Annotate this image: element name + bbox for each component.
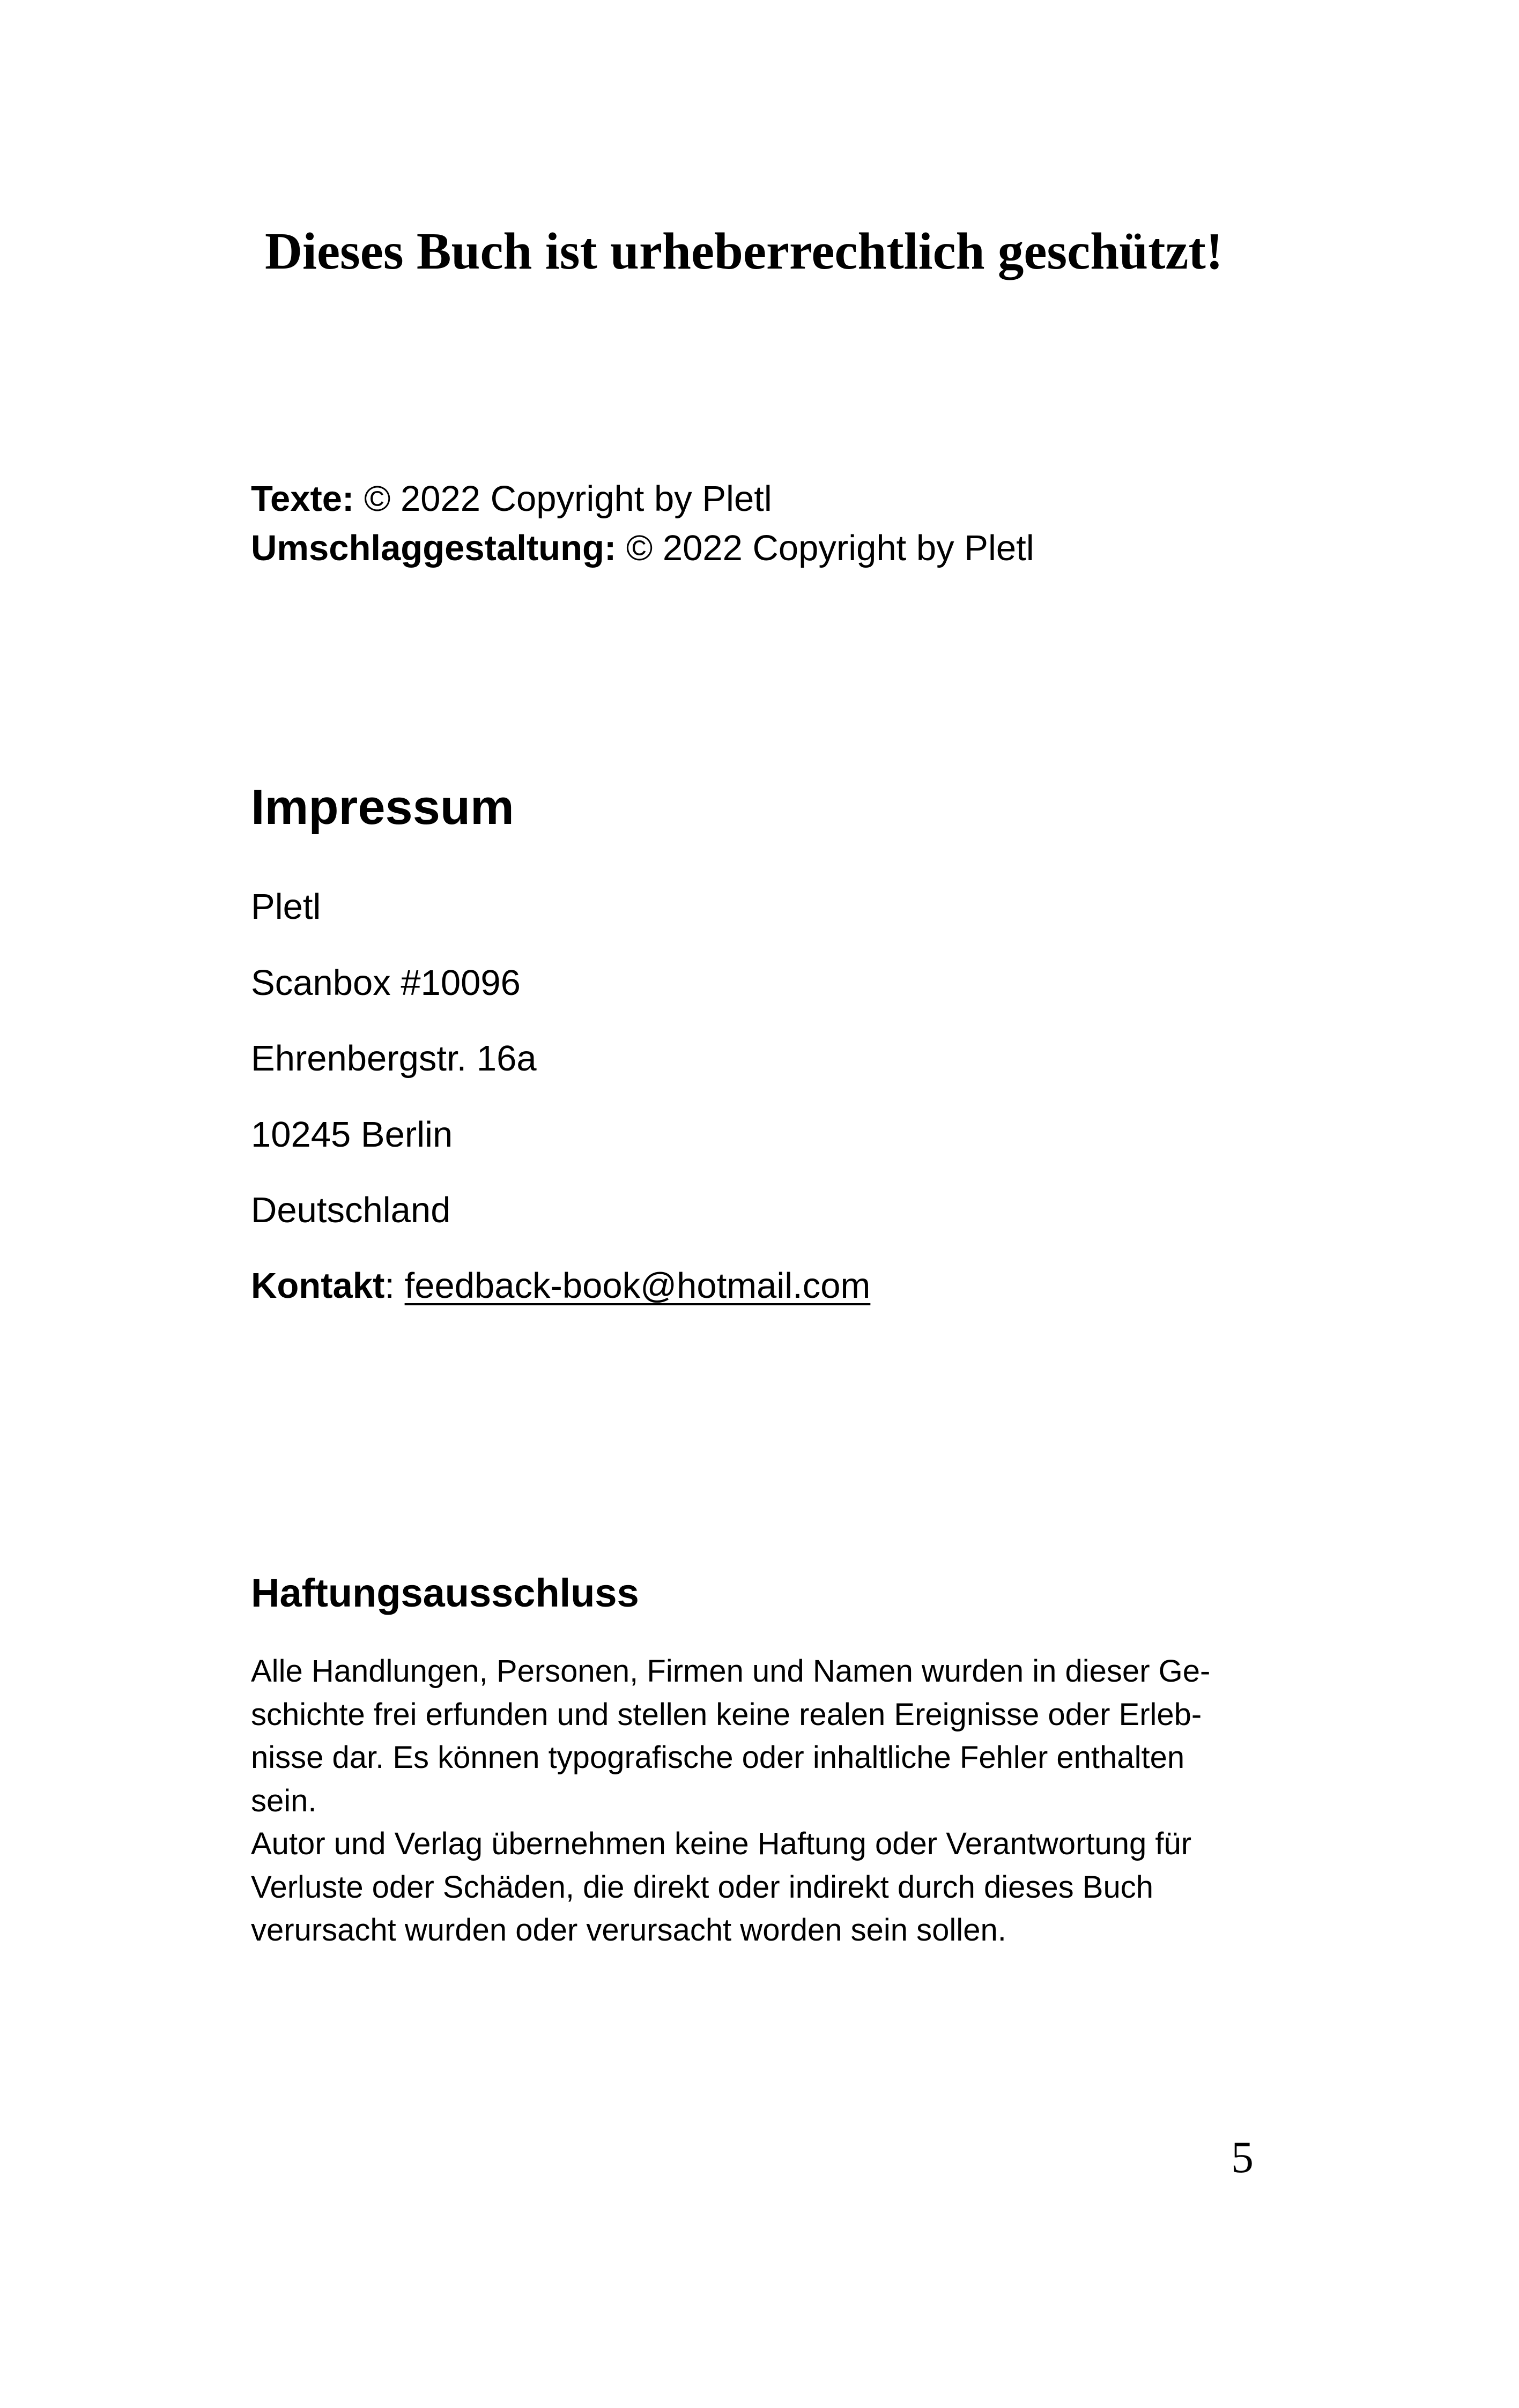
publisher-street: Ehrenbergstr. 16a: [251, 1038, 537, 1079]
contact-label: Kontakt: [251, 1266, 385, 1306]
copyright-notice-title: Dieses Buch ist urheberrechtlich geschützt!: [265, 222, 1224, 280]
publisher-scanbox: Scanbox #10096: [251, 963, 521, 1003]
cover-value: © 2022 Copyright by Pletl: [616, 528, 1034, 568]
impressum-heading: Impressum: [251, 780, 514, 835]
disclaimer-line: Verluste oder Schäden, die direkt oder indirekt durch dieses Buch: [251, 1869, 1153, 1905]
publisher-city: 10245 Berlin: [251, 1114, 453, 1155]
texte-credit-line: [251, 474, 1323, 524]
page-number: 5: [1231, 2132, 1254, 2182]
disclaimer-line: sein.: [251, 1783, 317, 1818]
publisher-name: Pletl: [251, 887, 321, 927]
contact-email-link[interactable]: feedback-book@hotmail.com: [404, 1266, 871, 1306]
cover-credit-line: [251, 524, 1323, 573]
contact-line: [251, 1268, 870, 1304]
disclaimer-line: verursacht wurden oder verursacht worden sein sollen.: [251, 1913, 1006, 1948]
disclaimer-line: Alle Handlungen, Personen, Firmen und Namen wurden in dieser Ge-: [251, 1654, 1211, 1689]
texte-value: © 2022 Copyright by Pletl: [354, 479, 772, 519]
cover-label: Umschlaggestaltung:: [251, 528, 617, 568]
publisher-country: Deutschland: [251, 1190, 451, 1230]
disclaimer-text: [251, 1650, 1270, 1952]
disclaimer-heading: Haftungsausschluss: [251, 1571, 639, 1615]
texte-label: Texte:: [251, 479, 354, 519]
contact-separator: :: [384, 1266, 405, 1306]
disclaimer-line: Autor und Verlag übernehmen keine Haftung oder Verantwortung für: [251, 1826, 1192, 1861]
disclaimer-line: nisse dar. Es können typografische oder inhaltliche Fehler enthalten: [251, 1740, 1185, 1775]
disclaimer-line: schichte frei erfunden und stellen keine realen Ereignisse oder Erleb-: [251, 1697, 1202, 1732]
credits-block: [251, 474, 1323, 573]
